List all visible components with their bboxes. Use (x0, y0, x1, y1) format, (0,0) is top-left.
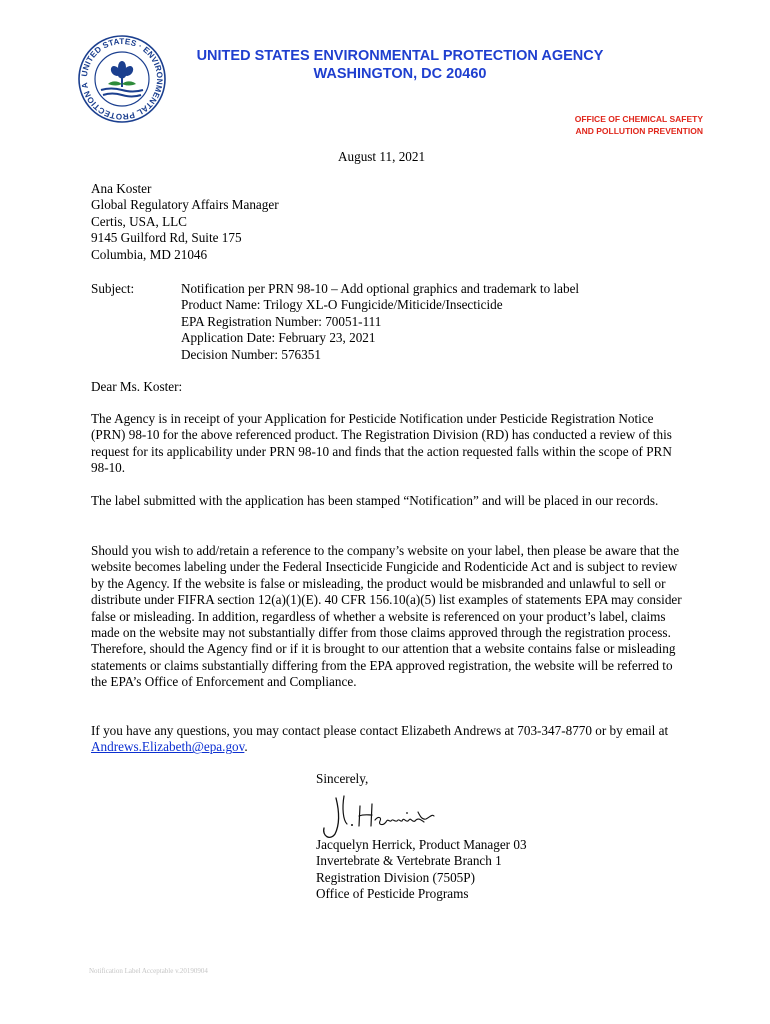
agency-header (190, 47, 610, 83)
recipient-title: Global Regulatory Affairs Manager (91, 197, 279, 213)
valediction: Sincerely, (316, 771, 369, 786)
recipient-address (91, 181, 279, 263)
email-link[interactable]: Andrews.Elizabeth@epa.gov (91, 739, 245, 755)
epa-seal-icon (77, 34, 167, 124)
footer-note: Notification Label Acceptable v.20190904 (89, 967, 208, 975)
contact-period: . (244, 739, 248, 755)
signer-block (316, 837, 527, 903)
signer-division: Registration Division (7505P) (316, 869, 475, 885)
subject-line: EPA Registration Number: 70051-111 (181, 313, 382, 329)
letter-date: August 11, 2021 (338, 149, 426, 164)
agency-city: WASHINGTON, DC 20460 (313, 66, 487, 82)
recipient-name: Ana Koster (91, 181, 152, 196)
office-line-2: AND POLLUTION PREVENTION (575, 125, 703, 136)
subject-line: Application Date: February 23, 2021 (181, 330, 376, 346)
signature-icon (314, 786, 474, 844)
recipient-city: Columbia, MD 21046 (91, 246, 208, 262)
signer-office: Office of Pesticide Programs (316, 886, 469, 902)
body-paragraph-4 (91, 723, 691, 756)
agency-name: UNITED STATES ENVIRONMENTAL PROTECTION AGENCY (196, 48, 604, 64)
salutation: Dear Ms. Koster: (91, 379, 183, 394)
epa-seal-logo (77, 34, 167, 124)
subject-details (181, 281, 579, 363)
signer-name: Jacquelyn Herrick, Product Manager 03 (316, 837, 527, 852)
office-line-1: OFFICE OF CHEMICAL SAFETY (574, 114, 703, 124)
subject-label: Subject: (91, 281, 135, 296)
recipient-company: Certis, USA, LLC (91, 213, 187, 229)
svg-text:UNITED STATES · ENVIRONMENTAL: UNITED STATES · ENVIRONMENTAL PROTECTION A (80, 36, 165, 122)
body-paragraph-2: The label submitted with the application has been stamped “Notification” and will be placed in our records. (91, 493, 659, 508)
subject-line: Decision Number: 576351 (181, 346, 321, 362)
subject-line: Product Name: Trilogy XL-O Fungicide/Miticide/Insecticide (181, 297, 503, 313)
handwritten-signature (314, 786, 474, 844)
office-header (575, 114, 703, 137)
body-paragraph-1: The Agency is in receipt of your Application for Pesticide Notification under Pesticide Registration Notice (PRN) 98-10 for the above referenced product. The Registration Division (RD) has conducted a review of this request for its applicability under PRN 98-10 and finds that the action requested falls within the scope of PRN 98-10. (91, 411, 672, 476)
recipient-street: 9145 Guilford Rd, Suite 175 (91, 230, 242, 246)
subject-line: Notification per PRN 98-10 – Add optional graphics and trademark to label (181, 281, 580, 296)
signer-branch: Invertebrate & Vertebrate Branch 1 (316, 853, 502, 869)
body-paragraph-3: Should you wish to add/retain a reference to the company’s website on your label, then please be aware that the website becomes labeling under the Federal Insecticide Fungicide and Rodenticide Act and is subject to review by the Agency. If the website is false or misleading, the product would be misbranded and unlawful to sell or distribute under FIFRA section 12(a)(1)(E). 40 CFR 156.10(a)(5) list examples of statements EPA may consider false or misleading. In addition, regardless of whether a website is referenced on your product’s label, claims made on the website may not substantially differ from those claims approved through the registration process. Therefore, should the Agency find or if it is brought to our attention that a website contains false or misleading statements or claims substantially differing from the EPA approved registration, the website will be referred to the EPA’s Office of Enforcement and Compliance. (91, 543, 682, 690)
contact-text: If you have any questions, you may contact please contact Elizabeth Andrews at 703-347-8770 or by email at (91, 723, 669, 738)
